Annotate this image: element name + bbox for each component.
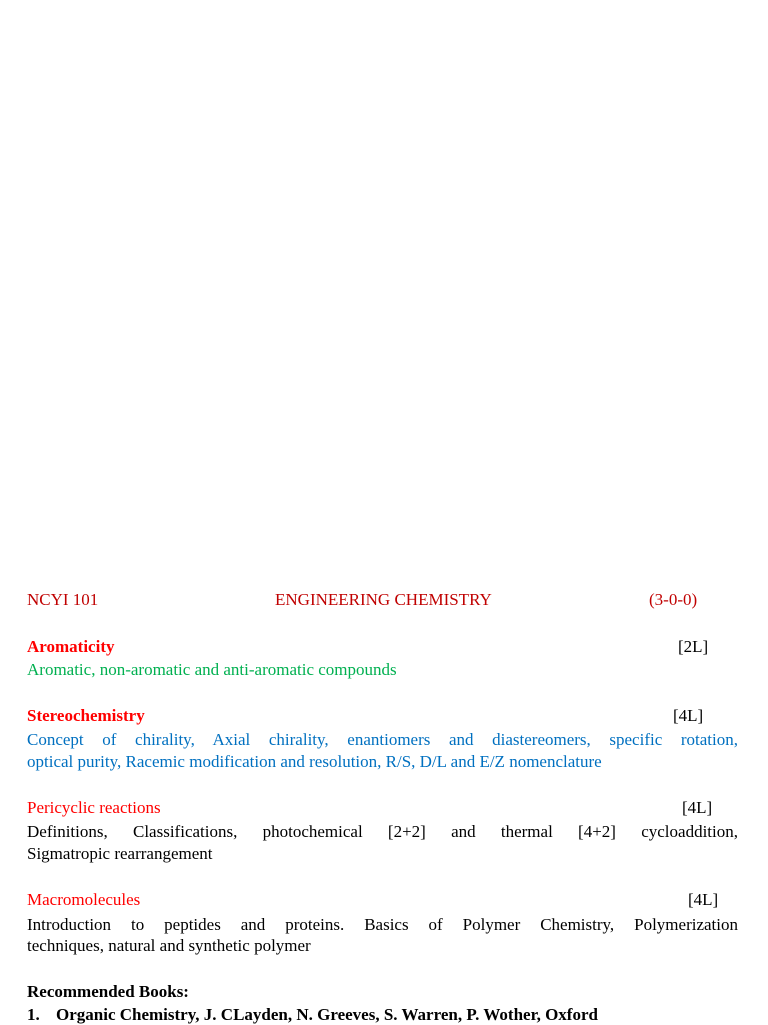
section-body-pericyclic-line2: Sigmatropic rearrangement xyxy=(27,844,213,863)
section-hours-aromaticity: [2L] xyxy=(678,637,709,656)
section-hours-stereochemistry: [4L] xyxy=(673,706,704,725)
section-body-aromaticity: Aromatic, non-aromatic and anti-aromatic compounds xyxy=(27,660,397,679)
course-title: ENGINEERING CHEMISTRY xyxy=(275,590,492,609)
section-body-macromolecules-line2: techniques, natural and synthetic polymer xyxy=(27,936,311,955)
section-title-stereochemistry: Stereochemistry xyxy=(27,706,145,725)
section-body-pericyclic-line1: Definitions, Classifications, photochemical [2+2] and thermal [4+2] cycloaddition, xyxy=(27,822,738,841)
section-body-macromolecules-line1: Introduction to peptides and proteins. Basics of Polymer Chemistry, Polymerization xyxy=(27,915,738,934)
book-list-item xyxy=(27,1005,598,1025)
book-number: 1. xyxy=(27,1005,40,1024)
section-body-stereochemistry-line2: optical purity, Racemic modification and resolution, R/S, D/L and E/Z nomenclature xyxy=(27,752,602,771)
section-hours-macromolecules: [4L] xyxy=(688,890,719,909)
recommended-books-heading: Recommended Books: xyxy=(27,982,189,1001)
section-body-stereochemistry-line1: Concept of chirality, Axial chirality, enantiomers and diastereomers, specific rotation, xyxy=(27,730,738,749)
section-title-macromolecules: Macromolecules xyxy=(27,890,141,909)
section-title-pericyclic: Pericyclic reactions xyxy=(27,798,161,817)
book-text: Organic Chemistry, J. CLayden, N. Greeves, S. Warren, P. Wother, Oxford xyxy=(56,1005,598,1024)
course-credits: (3-0-0) xyxy=(649,590,698,609)
course-code: NCYI 101 xyxy=(27,590,99,609)
section-title-aromaticity: Aromaticity xyxy=(27,637,115,656)
section-hours-pericyclic: [4L] xyxy=(682,798,713,817)
